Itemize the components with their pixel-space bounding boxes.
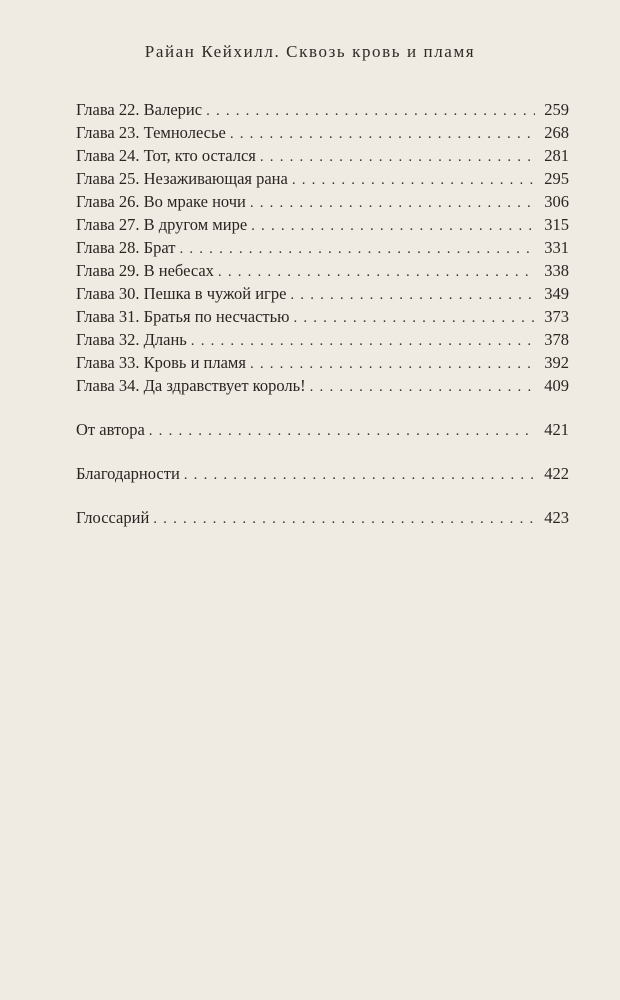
dot-leader — [149, 420, 535, 443]
toc-entry-title: Глава 28. Брат — [76, 238, 176, 257]
toc-entry-chapter-27 — [76, 213, 569, 236]
toc-entry-title: Глава 25. Незаживающая рана — [76, 169, 288, 188]
dot-leader — [250, 192, 535, 215]
toc-entry-title: Глава 22. Валерис — [76, 100, 203, 119]
dot-leader — [260, 146, 535, 169]
toc-entry-title: Глава 33. Кровь и пламя — [76, 353, 246, 372]
dot-leader — [310, 376, 535, 399]
toc-entry-page: 378 — [544, 330, 569, 349]
toc-entry-title: Глава 34. Да здравствует король! — [76, 376, 306, 395]
toc-entry-chapter-33 — [76, 351, 569, 374]
toc-entry-page: 373 — [544, 307, 569, 326]
toc-entry-chapter-28 — [76, 236, 569, 259]
toc-entry-page: 421 — [544, 420, 569, 439]
toc-entry-chapter-24 — [76, 144, 569, 167]
toc-entry-chapter-22 — [76, 98, 569, 121]
section-spacer — [76, 441, 569, 462]
toc-entry-title: Глава 30. Пешка в чужой игре — [76, 284, 287, 303]
dot-leader — [251, 215, 535, 238]
toc-entry-title: Глава 31. Братья по несчастью — [76, 307, 290, 326]
toc-entry-glossary — [76, 506, 569, 529]
toc-entry-acknowledgements — [76, 462, 569, 485]
toc-entry-title: Глава 23. Темнолесье — [76, 123, 226, 142]
section-spacer — [76, 397, 569, 418]
dot-leader — [218, 261, 535, 284]
toc-entry-title: Глава 24. Тот, кто остался — [76, 146, 256, 165]
toc-entry-page: 259 — [544, 100, 569, 119]
running-header: Райан Кейхилл. Сквозь кровь и пламя — [144, 42, 476, 61]
dot-leader — [292, 169, 535, 192]
toc-entry-page: 338 — [544, 261, 569, 280]
dot-leader — [153, 508, 535, 531]
toc-entry-page: 392 — [544, 353, 569, 372]
toc-entry-page: 281 — [544, 146, 569, 165]
toc-entry-chapter-26 — [76, 190, 569, 213]
toc-entry-chapter-25 — [76, 167, 569, 190]
dot-leader — [179, 238, 535, 261]
toc-entry-title: Глава 32. Длань — [76, 330, 187, 349]
toc-entry-page: 306 — [544, 192, 569, 211]
toc-entry-chapter-34 — [76, 374, 569, 397]
toc-entry-chapter-29 — [76, 259, 569, 282]
toc-entry-title: Благодарности — [76, 464, 180, 483]
dot-leader — [184, 464, 535, 487]
toc-entry-page: 268 — [544, 123, 569, 142]
toc-entry-page: 331 — [544, 238, 569, 257]
toc-entry-chapter-30 — [76, 282, 569, 305]
table-of-contents — [76, 98, 569, 529]
toc-entry-page: 349 — [544, 284, 569, 303]
toc-entry-author-note — [76, 418, 569, 441]
dot-leader — [230, 123, 535, 146]
toc-entry-title: Глава 26. Во мраке ночи — [76, 192, 246, 211]
toc-entry-title: Глава 29. В небесах — [76, 261, 214, 280]
toc-entry-title: От автора — [76, 420, 145, 439]
toc-entry-title: Глоссарий — [76, 508, 150, 527]
dot-leader — [206, 100, 535, 123]
toc-entry-chapter-31 — [76, 305, 569, 328]
dot-leader — [250, 353, 535, 376]
section-spacer — [76, 485, 569, 506]
toc-entry-page: 422 — [544, 464, 569, 483]
toc-entry-page: 295 — [544, 169, 569, 188]
toc-entry-page: 315 — [544, 215, 569, 234]
toc-entry-title: Глава 27. В другом мире — [76, 215, 248, 234]
dot-leader — [293, 307, 535, 330]
toc-entry-page: 409 — [544, 376, 569, 395]
dot-leader — [191, 330, 535, 353]
dot-leader — [290, 284, 535, 307]
toc-entry-chapter-32 — [76, 328, 569, 351]
toc-entry-page: 423 — [544, 508, 569, 527]
toc-entry-chapter-23 — [76, 121, 569, 144]
